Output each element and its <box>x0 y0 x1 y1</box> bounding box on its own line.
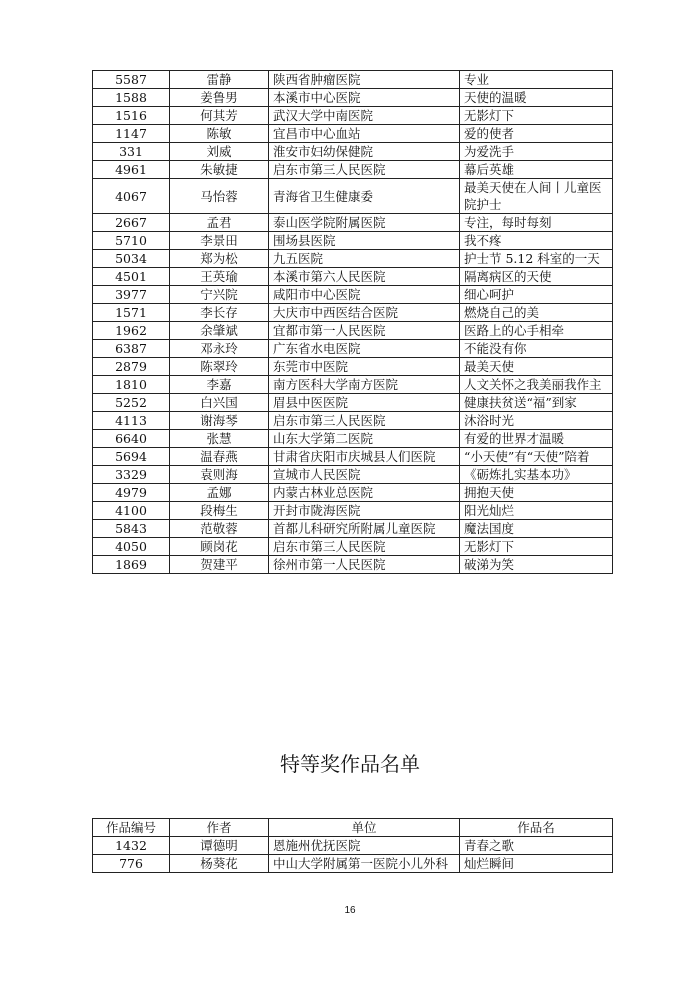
table-row <box>93 520 613 538</box>
cell-unit: 淮安市妇幼保健院 <box>269 143 460 161</box>
cell-id: 2879 <box>93 358 170 376</box>
cell-unit: 宣城市人民医院 <box>269 466 460 484</box>
cell-id: 1962 <box>93 322 170 340</box>
cell-author: 雷静 <box>170 71 269 89</box>
cell-work: 细心呵护 <box>460 286 613 304</box>
cell-work: 为爱洗手 <box>460 143 613 161</box>
cell-work: 健康扶贫送“福”到家 <box>460 394 613 412</box>
cell-author: 谢海琴 <box>170 412 269 430</box>
cell-unit: 陕西省肿瘤医院 <box>269 71 460 89</box>
header-id: 作品编号 <box>93 819 170 837</box>
cell-unit: 围场县医院 <box>269 232 460 250</box>
cell-unit: 眉县中医医院 <box>269 394 460 412</box>
grand-prize-table-body <box>93 837 613 873</box>
cell-unit: 启东市第三人民医院 <box>269 538 460 556</box>
cell-unit: 东莞市中医院 <box>269 358 460 376</box>
cell-unit: 宜昌市中心血站 <box>269 125 460 143</box>
header-unit: 单位 <box>269 819 460 837</box>
cell-id: 4501 <box>93 268 170 286</box>
cell-work: 阳光灿烂 <box>460 502 613 520</box>
cell-id: 5710 <box>93 232 170 250</box>
cell-work: 人文关怀之我美丽我作主 <box>460 376 613 394</box>
cell-id: 5587 <box>93 71 170 89</box>
cell-author: 邓永玲 <box>170 340 269 358</box>
header-author: 作者 <box>170 819 269 837</box>
cell-id: 6640 <box>93 430 170 448</box>
table-row <box>93 286 613 304</box>
cell-id: 1869 <box>93 556 170 574</box>
cell-work: “小天使”有“天使”陪着 <box>460 448 613 466</box>
cell-author: 李景田 <box>170 232 269 250</box>
cell-unit: 甘肃省庆阳市庆城县人们医院 <box>269 448 460 466</box>
cell-id: 4100 <box>93 502 170 520</box>
table-row <box>93 340 613 358</box>
cell-unit: 宜都市第一人民医院 <box>269 322 460 340</box>
cell-work: 青春之歌 <box>460 837 613 855</box>
cell-work: 魔法国度 <box>460 520 613 538</box>
cell-id: 1432 <box>93 837 170 855</box>
table-row <box>93 161 613 179</box>
cell-id: 1571 <box>93 304 170 322</box>
cell-unit: 大庆市中西医结合医院 <box>269 304 460 322</box>
cell-id: 5843 <box>93 520 170 538</box>
cell-author: 张慧 <box>170 430 269 448</box>
cell-unit: 南方医科大学南方医院 <box>269 376 460 394</box>
cell-author: 陈敏 <box>170 125 269 143</box>
cell-author: 何其芳 <box>170 107 269 125</box>
cell-unit: 启东市第三人民医院 <box>269 161 460 179</box>
cell-unit: 开封市陇海医院 <box>269 502 460 520</box>
cell-id: 4113 <box>93 412 170 430</box>
table-row <box>93 89 613 107</box>
cell-unit: 启东市第三人民医院 <box>269 412 460 430</box>
cell-author: 贺建平 <box>170 556 269 574</box>
table-row <box>93 448 613 466</box>
table-row <box>93 232 613 250</box>
table-row <box>93 855 613 873</box>
cell-id: 4067 <box>93 179 170 214</box>
cell-work: 灿烂瞬间 <box>460 855 613 873</box>
cell-work: 无影灯下 <box>460 538 613 556</box>
table-row <box>93 376 613 394</box>
cell-author: 顾岗花 <box>170 538 269 556</box>
cell-unit: 青海省卫生健康委 <box>269 179 460 214</box>
table-row <box>93 466 613 484</box>
cell-unit: 九五医院 <box>269 250 460 268</box>
cell-unit: 广东省水电医院 <box>269 340 460 358</box>
table-row <box>93 268 613 286</box>
cell-unit: 内蒙古林业总医院 <box>269 484 460 502</box>
cell-unit: 徐州市第一人民医院 <box>269 556 460 574</box>
cell-unit: 中山大学附属第一医院小儿外科 <box>269 855 460 873</box>
cell-work: 无影灯下 <box>460 107 613 125</box>
cell-id: 5252 <box>93 394 170 412</box>
cell-work: 燃烧自己的美 <box>460 304 613 322</box>
cell-work: 我不疼 <box>460 232 613 250</box>
cell-unit: 咸阳市中心医院 <box>269 286 460 304</box>
table-row <box>93 125 613 143</box>
cell-author: 温春燕 <box>170 448 269 466</box>
table-row <box>93 484 613 502</box>
cell-id: 3329 <box>93 466 170 484</box>
table-row <box>93 143 613 161</box>
cell-work: 医路上的心手相牵 <box>460 322 613 340</box>
cell-work: 专注，每时每刻 <box>460 214 613 232</box>
table-row <box>93 250 613 268</box>
cell-id: 5694 <box>93 448 170 466</box>
cell-author: 孟君 <box>170 214 269 232</box>
cell-unit: 武汉大学中南医院 <box>269 107 460 125</box>
cell-author: 孟娜 <box>170 484 269 502</box>
cell-work: 拥抱天使 <box>460 484 613 502</box>
cell-id: 2667 <box>93 214 170 232</box>
cell-id: 1588 <box>93 89 170 107</box>
cell-work: 天使的温暖 <box>460 89 613 107</box>
cell-id: 4979 <box>93 484 170 502</box>
table-row <box>93 502 613 520</box>
table-row <box>93 71 613 89</box>
cell-author: 宁兴院 <box>170 286 269 304</box>
cell-id: 331 <box>93 143 170 161</box>
table-row <box>93 304 613 322</box>
header-work: 作品名 <box>460 819 613 837</box>
cell-author: 余肇斌 <box>170 322 269 340</box>
cell-author: 刘威 <box>170 143 269 161</box>
cell-author: 马怡蓉 <box>170 179 269 214</box>
winners-table-body <box>93 71 613 574</box>
cell-id: 1516 <box>93 107 170 125</box>
cell-author: 段梅生 <box>170 502 269 520</box>
cell-work: 破涕为笑 <box>460 556 613 574</box>
cell-work: 最美天使在人间丨儿童医院护士 <box>460 179 613 214</box>
cell-work: 隔离病区的天使 <box>460 268 613 286</box>
cell-author: 李嘉 <box>170 376 269 394</box>
cell-id: 3977 <box>93 286 170 304</box>
cell-author: 陈翠玲 <box>170 358 269 376</box>
cell-author: 范敬蓉 <box>170 520 269 538</box>
cell-author: 李长存 <box>170 304 269 322</box>
cell-work: 不能没有你 <box>460 340 613 358</box>
table-row <box>93 107 613 125</box>
grand-prize-table <box>92 818 613 873</box>
cell-author: 王英瑜 <box>170 268 269 286</box>
section-title: 特等奖作品名单 <box>280 752 420 776</box>
cell-id: 776 <box>93 855 170 873</box>
cell-id: 1810 <box>93 376 170 394</box>
table-row <box>93 214 613 232</box>
table-row <box>93 430 613 448</box>
cell-work: 最美天使 <box>460 358 613 376</box>
cell-author: 姜鲁男 <box>170 89 269 107</box>
table-row <box>93 837 613 855</box>
cell-id: 5034 <box>93 250 170 268</box>
table-header-row <box>93 819 613 837</box>
cell-work: 幕后英雄 <box>460 161 613 179</box>
cell-id: 6387 <box>93 340 170 358</box>
cell-unit: 本溪市中心医院 <box>269 89 460 107</box>
cell-unit: 泰山医学院附属医院 <box>269 214 460 232</box>
cell-unit: 首都儿科研究所附属儿童医院 <box>269 520 460 538</box>
cell-author: 谭德明 <box>170 837 269 855</box>
table-row <box>93 538 613 556</box>
cell-work: 专业 <box>460 71 613 89</box>
cell-author: 朱敏捷 <box>170 161 269 179</box>
cell-unit: 山东大学第二医院 <box>269 430 460 448</box>
cell-work: 有爱的世界才温暖 <box>460 430 613 448</box>
table-row <box>93 322 613 340</box>
cell-author: 白兴国 <box>170 394 269 412</box>
cell-work: 沐浴时光 <box>460 412 613 430</box>
cell-work: 《砺炼扎实基本功》 <box>460 466 613 484</box>
cell-author: 郑为松 <box>170 250 269 268</box>
cell-unit: 本溪市第六人民医院 <box>269 268 460 286</box>
winners-table <box>92 70 613 574</box>
table-row <box>93 412 613 430</box>
table-row <box>93 179 613 214</box>
cell-author: 杨葵花 <box>170 855 269 873</box>
page-number: 16 <box>344 905 356 916</box>
cell-work: 护士节 5.12 科室的一天 <box>460 250 613 268</box>
table-row <box>93 556 613 574</box>
table-row <box>93 358 613 376</box>
cell-id: 4050 <box>93 538 170 556</box>
cell-unit: 恩施州优抚医院 <box>269 837 460 855</box>
table-row <box>93 394 613 412</box>
cell-work: 爱的使者 <box>460 125 613 143</box>
cell-id: 1147 <box>93 125 170 143</box>
cell-author: 袁则海 <box>170 466 269 484</box>
cell-id: 4961 <box>93 161 170 179</box>
